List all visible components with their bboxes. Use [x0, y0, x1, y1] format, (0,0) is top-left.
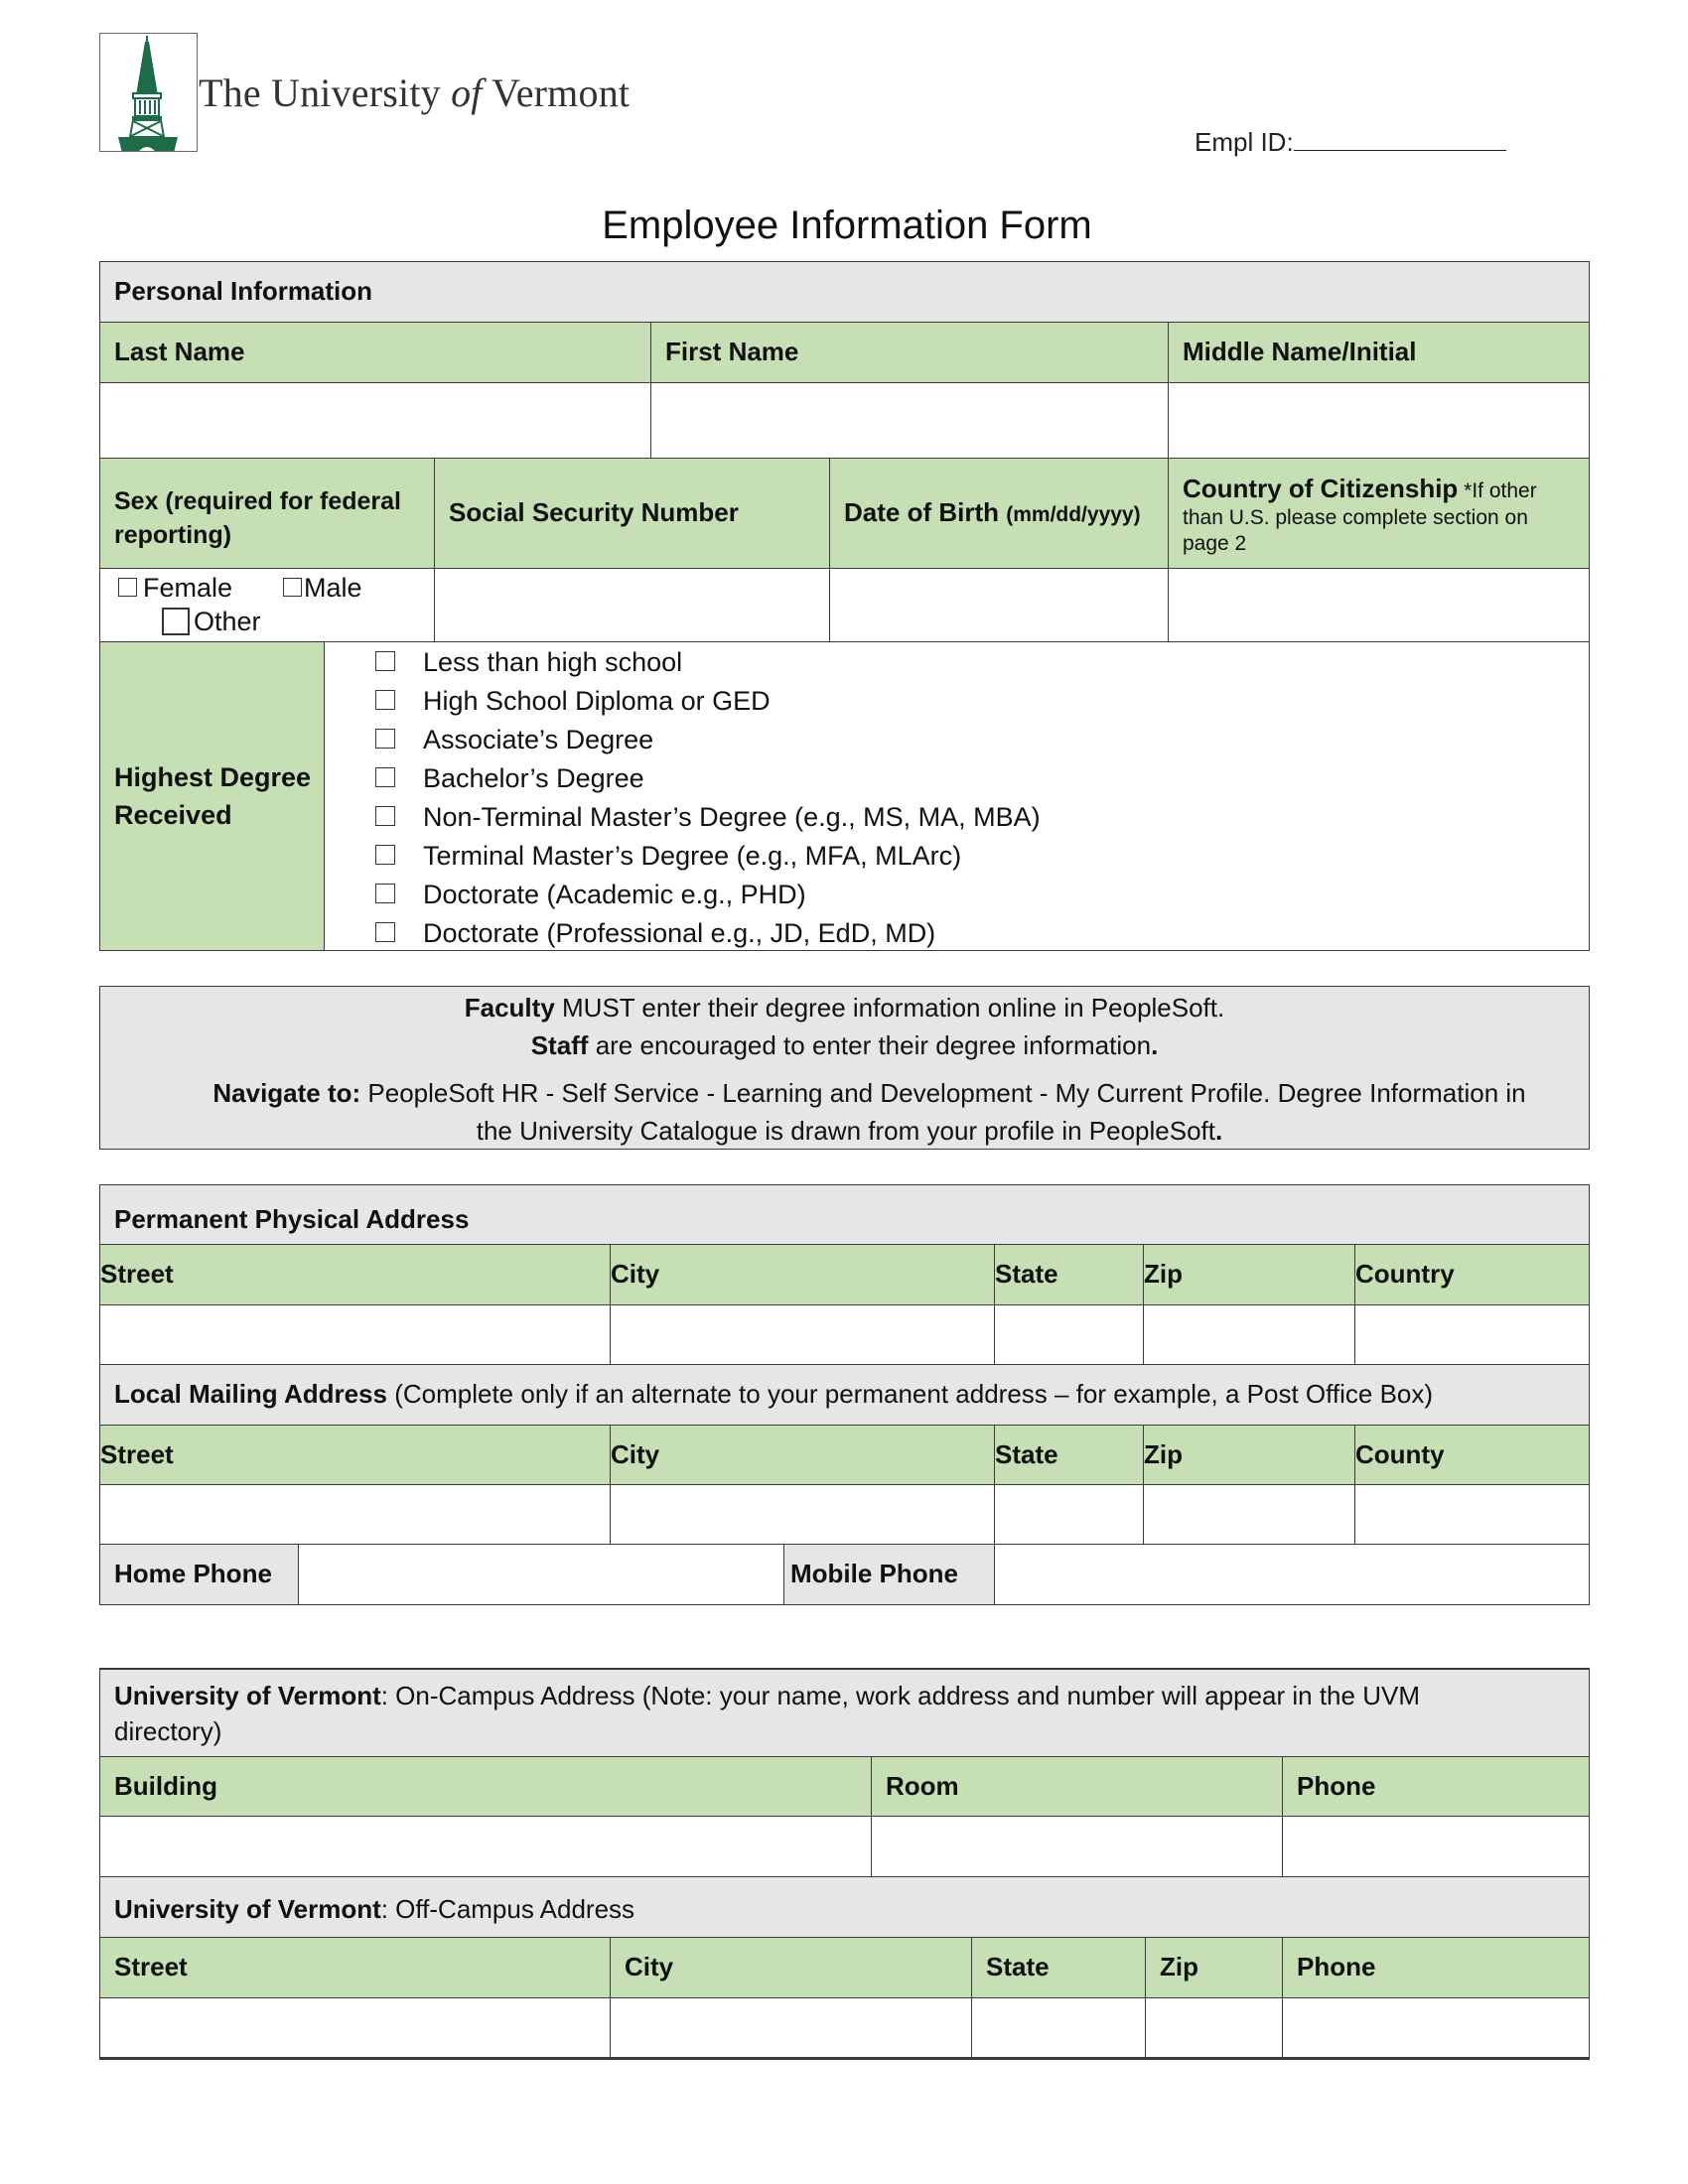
perm-city-cell[interactable] [610, 1304, 995, 1365]
perm-country-label: Country [1354, 1244, 1590, 1305]
degree-option[interactable]: Doctorate (Academic e.g., PHD) [375, 876, 1041, 914]
perm-street-cell[interactable] [99, 1304, 611, 1365]
middle-name-input[interactable] [1169, 383, 1589, 458]
first-name-input[interactable] [651, 383, 1168, 458]
checkbox[interactable] [375, 806, 395, 826]
local-city-input[interactable] [611, 1485, 994, 1544]
perm-city-input[interactable] [611, 1305, 994, 1364]
uvm-bell-tower-icon [100, 34, 198, 152]
degree-option[interactable]: Non-Terminal Master’s Degree (e.g., MS, MA, MBA) [375, 798, 1041, 837]
local-city-label: City [610, 1425, 995, 1485]
local-street-cell[interactable] [99, 1484, 611, 1545]
off-street-cell[interactable] [99, 1997, 611, 2060]
perm-zip-cell[interactable] [1143, 1304, 1355, 1365]
local-state-cell[interactable] [994, 1484, 1144, 1545]
home-phone-cell[interactable] [298, 1544, 784, 1605]
mobile-phone-label: Mobile Phone [783, 1544, 995, 1605]
sex-option-female[interactable]: Female [118, 571, 232, 606]
off-street-label: Street [99, 1937, 611, 1998]
ssn-label: Social Security Number [434, 458, 830, 569]
room-label: Room [871, 1756, 1283, 1817]
uvm-logo [99, 33, 198, 152]
checkbox[interactable] [375, 729, 395, 749]
local-county-label: County [1354, 1425, 1590, 1485]
off-phone-label: Phone [1282, 1937, 1590, 1998]
ssn-input[interactable] [435, 569, 829, 641]
highest-degree-label: Highest Degree Received [99, 641, 325, 951]
local-county-cell[interactable] [1354, 1484, 1590, 1545]
off-state-input[interactable] [972, 1998, 1145, 2057]
perm-state-cell[interactable] [994, 1304, 1144, 1365]
form-title: Employee Information Form [602, 204, 1092, 247]
perm-city-label: City [610, 1244, 995, 1305]
off-zip-cell[interactable] [1145, 1997, 1283, 2060]
first-name-label: First Name [650, 322, 1169, 383]
sex-option-male[interactable]: Male [283, 571, 362, 606]
on-campus-phone-cell[interactable] [1282, 1816, 1590, 1877]
degree-option[interactable]: Bachelor’s Degree [375, 759, 1041, 798]
local-zip-cell[interactable] [1143, 1484, 1355, 1545]
off-campus-header: University of Vermont: Off-Campus Address [99, 1876, 1590, 1938]
degree-option[interactable]: High School Diploma or GED [375, 682, 1041, 721]
building-input[interactable] [100, 1817, 871, 1876]
middle-name-cell[interactable] [1168, 382, 1590, 459]
off-zip-input[interactable] [1146, 1998, 1282, 2057]
permanent-address-header: Permanent Physical Address [99, 1184, 1590, 1245]
personal-info-header: Personal Information [99, 261, 1590, 323]
off-city-input[interactable] [611, 1998, 971, 2057]
local-state-label: State [994, 1425, 1144, 1485]
off-state-cell[interactable] [971, 1997, 1146, 2060]
notice-line-catalogue: the University Catalogue is drawn from your profile in PeopleSoft. [476, 1116, 1223, 1146]
on-campus-header: University of Vermont: On-Campus Address (Note: your name, work address and number will appear in the UVM directory) [99, 1668, 1590, 1757]
perm-state-input[interactable] [995, 1305, 1143, 1364]
checkbox[interactable] [375, 922, 395, 942]
local-state-input[interactable] [995, 1485, 1143, 1544]
off-state-label: State [971, 1937, 1146, 1998]
perm-street-label: Street [99, 1244, 611, 1305]
citizenship-input[interactable] [1169, 569, 1589, 641]
degree-option[interactable]: Associate’s Degree [375, 721, 1041, 759]
local-street-label: Street [99, 1425, 611, 1485]
notice-line-faculty: Faculty MUST enter their degree information online in PeopleSoft. [464, 993, 1225, 1023]
perm-zip-input[interactable] [1144, 1305, 1354, 1364]
dob-label: Date of Birth (mm/dd/yyyy) [829, 458, 1169, 569]
local-street-input[interactable] [100, 1485, 610, 1544]
local-zip-label: Zip [1143, 1425, 1355, 1485]
degree-option[interactable]: Doctorate (Professional e.g., JD, EdD, MD) [375, 914, 1041, 953]
off-phone-input[interactable] [1283, 1998, 1589, 2057]
first-name-cell[interactable] [650, 382, 1169, 459]
sex-option-other[interactable]: Other [162, 605, 261, 639]
last-name-cell[interactable] [99, 382, 651, 459]
degree-option[interactable]: Terminal Master’s Degree (e.g., MFA, MLArc) [375, 837, 1041, 876]
off-street-input[interactable] [100, 1998, 610, 2057]
perm-zip-label: Zip [1143, 1244, 1355, 1305]
local-city-cell[interactable] [610, 1484, 995, 1545]
checkbox[interactable] [375, 767, 395, 787]
dob-cell[interactable] [829, 568, 1169, 642]
sex-label: Sex (required for federal reporting) [99, 458, 435, 569]
on-campus-phone-label: Phone [1282, 1756, 1590, 1817]
local-county-input[interactable] [1355, 1485, 1589, 1544]
building-label: Building [99, 1756, 872, 1817]
mobile-phone-input[interactable] [995, 1545, 1589, 1604]
checkbox[interactable] [375, 651, 395, 671]
perm-street-input[interactable] [100, 1305, 610, 1364]
empl-id-label: Empl ID: [1195, 127, 1294, 157]
building-cell[interactable] [99, 1816, 872, 1877]
degree-option[interactable]: Less than high school [375, 643, 1041, 682]
degree-notice [99, 986, 1590, 1150]
female-checkbox[interactable] [118, 578, 137, 597]
room-input[interactable] [872, 1817, 1282, 1876]
off-zip-label: Zip [1145, 1937, 1283, 1998]
perm-country-cell[interactable] [1354, 1304, 1590, 1365]
off-phone-cell[interactable] [1282, 1997, 1590, 2060]
citizenship-cell[interactable] [1168, 568, 1590, 642]
on-campus-phone-input[interactable] [1283, 1817, 1589, 1876]
last-name-input[interactable] [100, 383, 650, 458]
perm-country-input[interactable] [1355, 1305, 1589, 1364]
ssn-cell[interactable] [434, 568, 830, 642]
off-city-cell[interactable] [610, 1997, 972, 2060]
notice-line-navigate: Navigate to: PeopleSoft HR - Self Service - Learning and Development - My Current Profile. Degree Information in [212, 1078, 1526, 1108]
room-cell[interactable] [871, 1816, 1283, 1877]
mobile-phone-cell[interactable] [994, 1544, 1590, 1605]
perm-state-label: State [994, 1244, 1144, 1305]
degree-options-list [375, 643, 1041, 953]
local-address-header: Local Mailing Address (Complete only if an alternate to your permanent address – for example, a Post Office Box) [99, 1364, 1590, 1426]
off-city-label: City [610, 1937, 972, 1998]
empl-id-field[interactable] [1195, 127, 1506, 158]
local-zip-input[interactable] [1144, 1485, 1354, 1544]
checkbox[interactable] [375, 690, 395, 710]
home-phone-input[interactable] [299, 1545, 783, 1604]
dob-input[interactable] [830, 569, 1168, 641]
citizenship-label: Country of Citizenship *If other than U.S. please complete section on page 2 [1168, 458, 1590, 569]
empl-id-input[interactable] [1294, 128, 1506, 151]
university-name: The University of Vermont [199, 70, 631, 115]
middle-name-label: Middle Name/Initial [1168, 322, 1590, 383]
other-checkbox[interactable] [162, 608, 190, 635]
notice-line-staff: Staff are encouraged to enter their degree information. [530, 1030, 1159, 1060]
male-checkbox[interactable] [283, 578, 302, 597]
sex-options [99, 568, 435, 642]
checkbox[interactable] [375, 884, 395, 903]
home-phone-label: Home Phone [99, 1544, 299, 1605]
checkbox[interactable] [375, 845, 395, 865]
last-name-label: Last Name [99, 322, 651, 383]
